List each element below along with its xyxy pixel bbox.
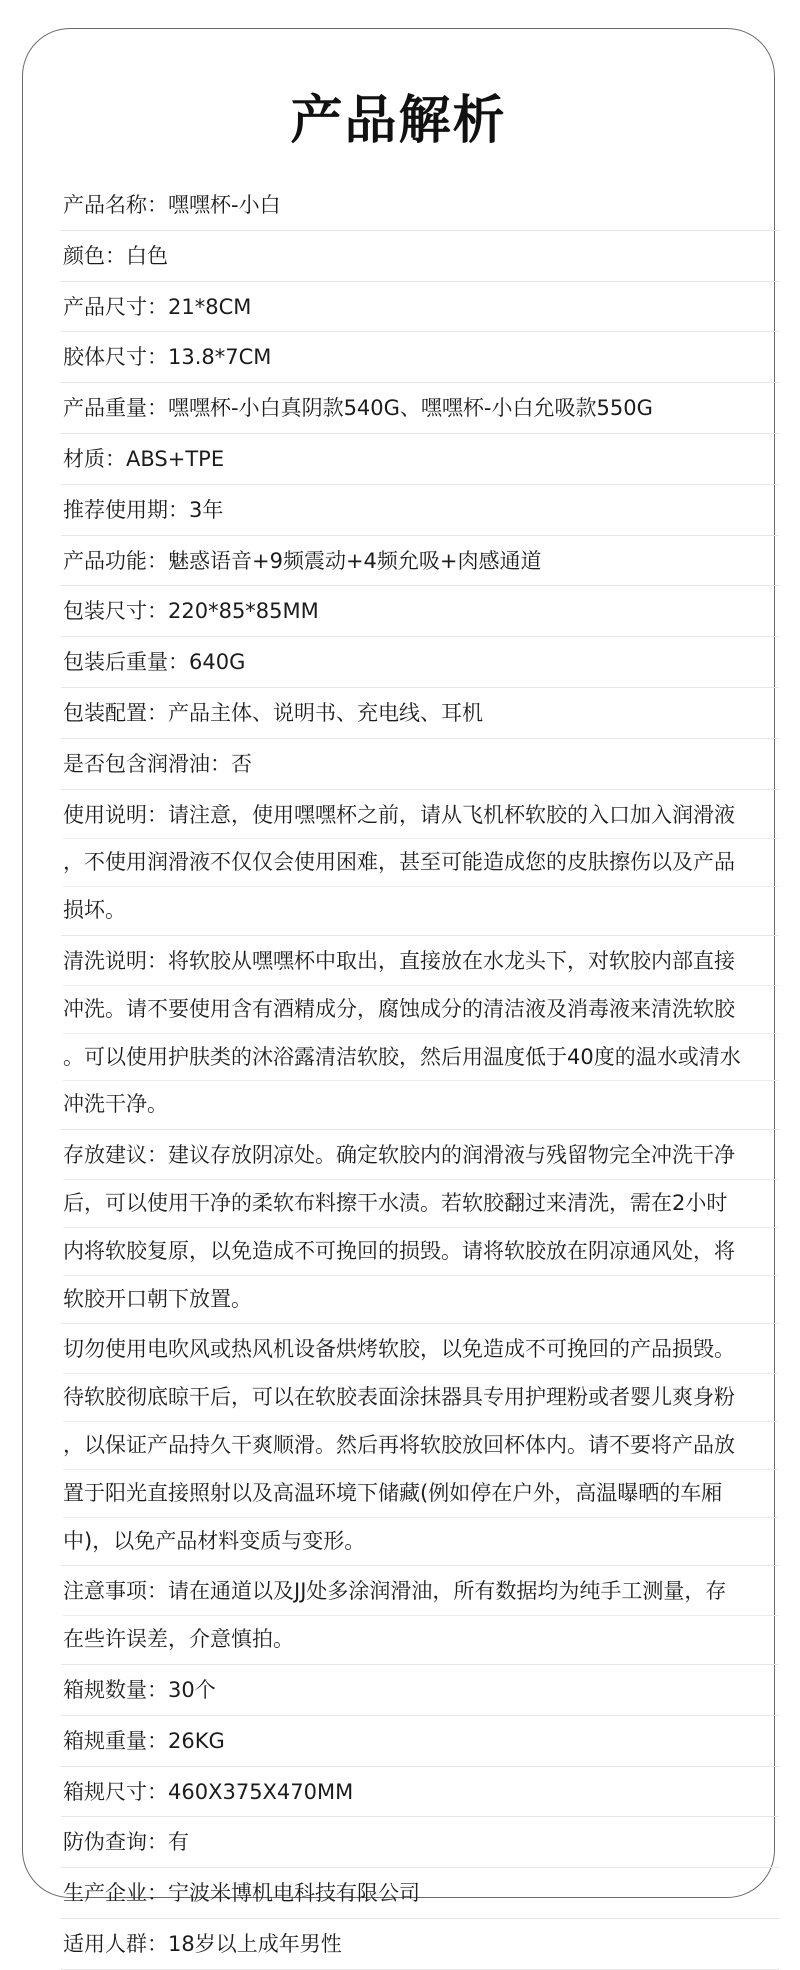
spec-row-text: 损坏。 <box>63 898 126 923</box>
spec-row <box>61 1817 779 1868</box>
spec-row-text: 产品重量：嘿嘿杯-小白真阴款540G、嘿嘿杯-小白允吸款550G <box>63 396 653 421</box>
spec-row-text: 材质：ABS+TPE <box>63 446 225 471</box>
spec-row <box>61 790 779 936</box>
spec-row <box>61 1767 779 1818</box>
spec-row-text: 内将软胶复原，以免造成不可挽回的损毁。请将软胶放在阴凉通风处，将 <box>63 1228 779 1276</box>
spec-row-text: 胶体尺寸：13.8*7CM <box>63 345 272 370</box>
spec-row <box>61 282 779 333</box>
spec-row-text: 包装尺寸：220*85*85MM <box>63 599 319 624</box>
spec-row-text: 产品功能：魅惑语音+9频震动+4频允吸+肉感通道 <box>63 548 542 573</box>
spec-row <box>61 231 779 282</box>
spec-row-text: 箱规数量：30个 <box>63 1677 216 1702</box>
spec-row-text: 箱规重量：26KG <box>63 1728 225 1753</box>
spec-row <box>61 536 779 587</box>
spec-row-text: 冲洗干净。 <box>63 1092 168 1117</box>
spec-row-text: 包装配置：产品主体、说明书、充电线、耳机 <box>63 700 483 725</box>
spec-row-text: 后，可以使用干净的柔软布料擦干水渍。若软胶翻过来清洗，需在2小时 <box>63 1180 779 1228</box>
spec-row <box>61 1716 779 1767</box>
spec-row-text: 产品名称：嘿嘿杯-小白 <box>63 193 281 217</box>
product-info-card <box>22 28 775 1956</box>
spec-row-text: 。可以使用护肤类的沐浴露清洁软胶，然后用温度低于40度的温水或清水 <box>63 1034 779 1082</box>
spec-row-text: 存放建议：建议存放阴凉处。确定软胶内的润滑液与残留物完全冲洗干净 <box>63 1132 779 1180</box>
spec-row-text: 箱规尺寸：460X375X470MM <box>63 1779 354 1804</box>
spec-row-text: ，不使用润滑液不仅仅会使用困难，甚至可能造成您的皮肤擦伤以及产品 <box>63 839 779 887</box>
spec-row <box>61 1919 779 1970</box>
spec-row-text: 切勿使用电吹风或热风机设备烘烤软胶，以免造成不可挽回的产品损毁。 <box>63 1326 779 1374</box>
spec-row <box>61 485 779 536</box>
spec-row <box>61 739 779 790</box>
spec-row <box>61 637 779 688</box>
spec-row-text: ，以保证产品持久干爽顺滑。然后再将软胶放回杯体内。请不要将产品放 <box>63 1422 779 1470</box>
spec-row-text: 产品尺寸：21*8CM <box>63 294 252 319</box>
spec-row <box>61 1566 779 1665</box>
page-title: 产品解析 <box>290 91 507 151</box>
spec-row-text: 颜色：白色 <box>63 243 168 268</box>
spec-row-text: 适用人群：18岁以上成年男性 <box>63 1931 342 1956</box>
spec-row-text: 冲洗。请不要使用含有酒精成分，腐蚀成分的清洁液及消毒液来清洗软胶 <box>63 986 779 1034</box>
spec-row-text: 置于阳光直接照射以及高温环境下储藏(例如停在户外，高温曝晒的车厢 <box>63 1470 779 1518</box>
spec-list <box>61 180 779 1970</box>
spec-row <box>61 1324 779 1566</box>
spec-row-text: 软胶开口朝下放置。 <box>63 1286 252 1311</box>
spec-row <box>61 383 779 434</box>
spec-row <box>61 1665 779 1716</box>
spec-row-text: 注意事项：请在通道以及JJ处多涂润滑油，所有数据均为纯手工测量，存 <box>63 1568 779 1616</box>
spec-row-text: 生产企业：宁波米博机电科技有限公司 <box>63 1881 420 1906</box>
spec-row <box>61 936 779 1130</box>
spec-row <box>61 688 779 739</box>
spec-row-text: 包装后重量：640G <box>63 650 246 675</box>
spec-row <box>61 1868 779 1919</box>
spec-row-text: 是否包含润滑油：否 <box>63 751 252 776</box>
spec-row <box>61 332 779 383</box>
spec-row-text: 在些许误差，介意慎拍。 <box>63 1627 294 1652</box>
spec-row-text: 推荐使用期：3年 <box>63 497 224 522</box>
spec-row <box>61 434 779 485</box>
spec-row-text: 待软胶彻底晾干后，可以在软胶表面涂抹器具专用护理粉或者婴儿爽身粉 <box>63 1374 779 1422</box>
spec-row-text: 中)，以免产品材料变质与变形。 <box>63 1528 366 1553</box>
spec-row-text: 防伪查询：有 <box>63 1830 189 1855</box>
spec-row <box>61 180 779 231</box>
spec-row <box>61 586 779 637</box>
spec-row-text: 清洗说明：将软胶从嘿嘿杯中取出，直接放在水龙头下，对软胶内部直接 <box>63 938 779 986</box>
spec-row-text: 使用说明：请注意，使用嘿嘿杯之前，请从飞机杯软胶的入口加入润滑液 <box>63 792 779 840</box>
spec-row <box>61 1130 779 1324</box>
